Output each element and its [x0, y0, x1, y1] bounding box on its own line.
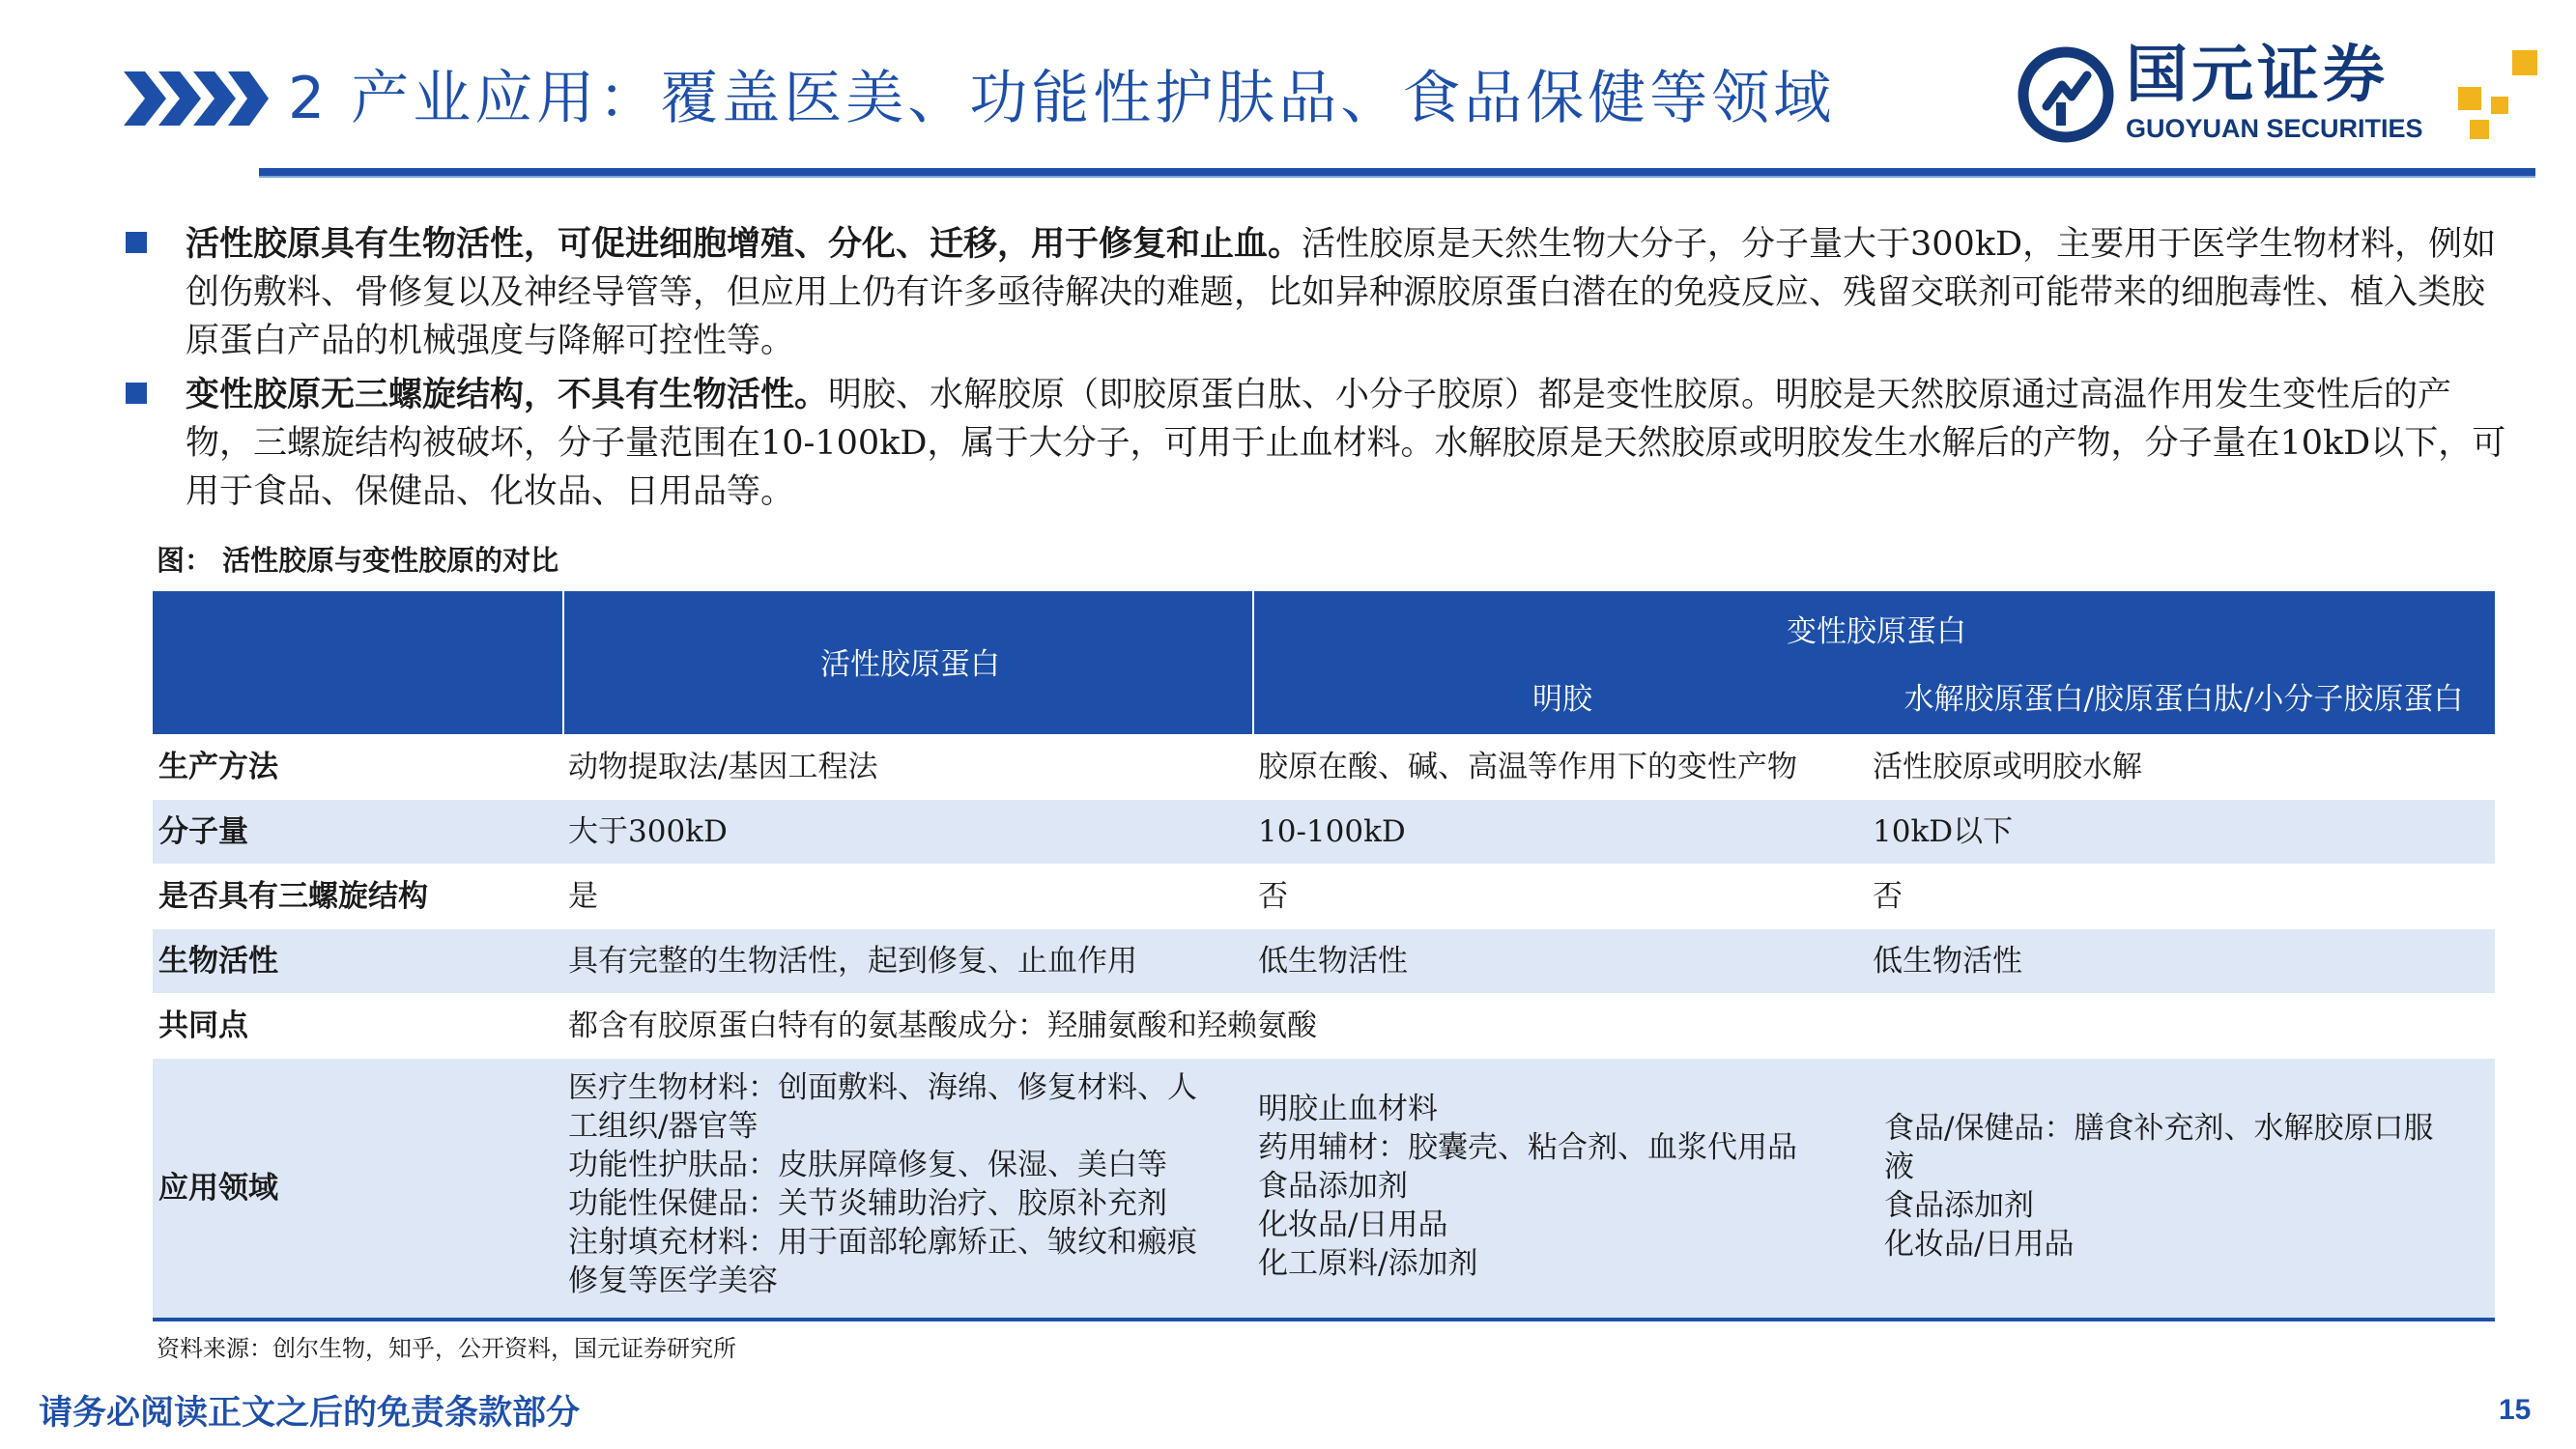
cell-active: 是 — [568, 879, 598, 914]
disclaimer-link[interactable]: 请务必阅读正文之后的免责条款部分 — [39, 1394, 581, 1433]
source-note: 资料来源：创尔生物，知乎，公开资料，国元证券研究所 — [157, 1335, 736, 1362]
row-label: 是否具有三螺旋结构 — [158, 879, 428, 914]
list-item: 工组织/器官等 — [568, 1109, 758, 1144]
list-item: 化妆品/日用品 — [1884, 1227, 2075, 1262]
cell-active: 动物提取法/基因工程法 — [568, 750, 878, 784]
cell-hydrolyzed: 活性胶原或明胶水解 — [1873, 750, 2142, 784]
cell-gelatin-applications — [1252, 1090, 1867, 1283]
bullet-2-text: 明胶、水解胶原（即胶原蛋白肽、小分子胶原）都是变性胶原。明胶是天然胶原通过高温作用发生变性后的产物，三螺旋结构被破坏，分子量范围在10-100kD，属于大分子，可用于止血材料。水解胶原是天然胶原或明胶发生水解后的产物，分子量在10kD以下，可用于食品、保健品、化妆品、日用品等。 — [186, 376, 2506, 511]
cell-hydrolyzed: 否 — [1873, 879, 1903, 914]
list-item: 食品添加剂 — [1258, 1169, 1408, 1204]
cell-gelatin: 胶原在酸、碱、高温等作用下的变性产物 — [1258, 750, 1797, 784]
bullet-2-bold: 变性胶原无三螺旋结构，不具有生物活性。 — [186, 375, 829, 414]
cell-hydrolyzed-applications — [1878, 1109, 2495, 1264]
cell-active: 具有完整的生物活性，起到修复、止血作用 — [568, 944, 1137, 979]
list-item: 医疗生物材料：创面敷料、海绵、修复材料、人 — [568, 1070, 1197, 1105]
cell-common: 都含有胶原蛋白特有的氨基酸成分：羟脯氨酸和羟赖氨酸 — [568, 1009, 1317, 1043]
bullet-2 — [126, 371, 2522, 516]
list-item: 液 — [1884, 1150, 1914, 1184]
cell-active: 大于300kD — [568, 814, 728, 849]
list-item: 食品添加剂 — [1884, 1188, 2034, 1223]
page-number: 15 — [2499, 1394, 2532, 1426]
bullet-square-icon — [126, 383, 147, 404]
cell-hydrolyzed: 10kD以下 — [1873, 814, 2014, 849]
list-item: 食品/保健品：膳食补充剂、水解胶原口服 — [1884, 1111, 2434, 1146]
cell-gelatin: 10-100kD — [1258, 814, 1406, 849]
row-label: 分子量 — [158, 814, 248, 849]
guoyuan-logo-icon — [2018, 46, 2114, 143]
cell-hydrolyzed: 低生物活性 — [1873, 944, 2022, 979]
title-divider-shadow — [259, 176, 2535, 178]
comparison-table — [153, 591, 2495, 1321]
title-divider — [259, 168, 2535, 176]
table-bottom-border — [153, 1318, 2495, 1321]
list-item: 功能性保健品：关节炎辅助治疗、胶原补充剂 — [568, 1186, 1167, 1221]
bullet-square-icon — [126, 232, 147, 253]
row-label: 生物活性 — [158, 944, 278, 979]
list-item: 药用辅材：胶囊壳、粘合剂、血浆代用品 — [1258, 1130, 1797, 1165]
figure-caption: 图： 活性胶原与变性胶原的对比 — [157, 544, 559, 577]
bullet-1-bold: 活性胶原具有生物活性，可促进细胞增殖、分化、迁移，用于修复和止血。 — [186, 224, 1302, 264]
title-chevrons-icon — [124, 71, 269, 126]
list-item: 化妆品/日用品 — [1258, 1208, 1448, 1242]
bullet-1-text: 活性胶原是天然生物大分子，分子量大于300kD，主要用于医学生物材料，例如创伤敷料、骨修复以及神经导管等，但应用上仍有许多亟待解决的难题，比如异种源胶原蛋白潜在的免疫反应、残留交联剂可能带来的细胞毒性、植入类胶原蛋白产品的机械强度与降解可控性等。 — [186, 225, 2497, 360]
logo-english-name: GUOYUAN SECURITIES — [2126, 114, 2423, 143]
row-label: 应用领域 — [158, 1171, 278, 1206]
list-item: 修复等医学美容 — [568, 1264, 778, 1298]
bullet-1 — [126, 220, 2522, 365]
cell-gelatin: 否 — [1258, 879, 1288, 914]
page-title: 2 产业应用：覆盖医美、功能性护肤品、食品保健等领域 — [288, 65, 1836, 132]
row-label: 生产方法 — [158, 750, 278, 784]
header-hydrolyzed-collagen: 水解胶原蛋白/胶原蛋白肽/小分子胶原蛋白 — [1903, 682, 2464, 717]
list-item: 注射填充材料：用于面部轮廓矫正、皱纹和瘢痕 — [568, 1225, 1197, 1260]
cell-active-applications — [562, 1068, 1252, 1300]
logo-chinese-name: 国元证券 — [2126, 40, 2389, 111]
header-gelatin: 明胶 — [1532, 682, 1592, 717]
header-denatured-collagen: 变性胶原蛋白 — [1787, 614, 1966, 649]
row-label: 共同点 — [158, 1009, 248, 1043]
cell-gelatin: 低生物活性 — [1258, 944, 1408, 979]
header-active-collagen: 活性胶原蛋白 — [820, 647, 1000, 682]
list-item: 化工原料/添加剂 — [1258, 1246, 1478, 1281]
list-item: 明胶止血材料 — [1258, 1092, 1438, 1126]
list-item: 功能性护肤品：皮肤屏障修复、保湿、美白等 — [568, 1148, 1167, 1182]
logo-squares-icon — [2445, 46, 2551, 143]
